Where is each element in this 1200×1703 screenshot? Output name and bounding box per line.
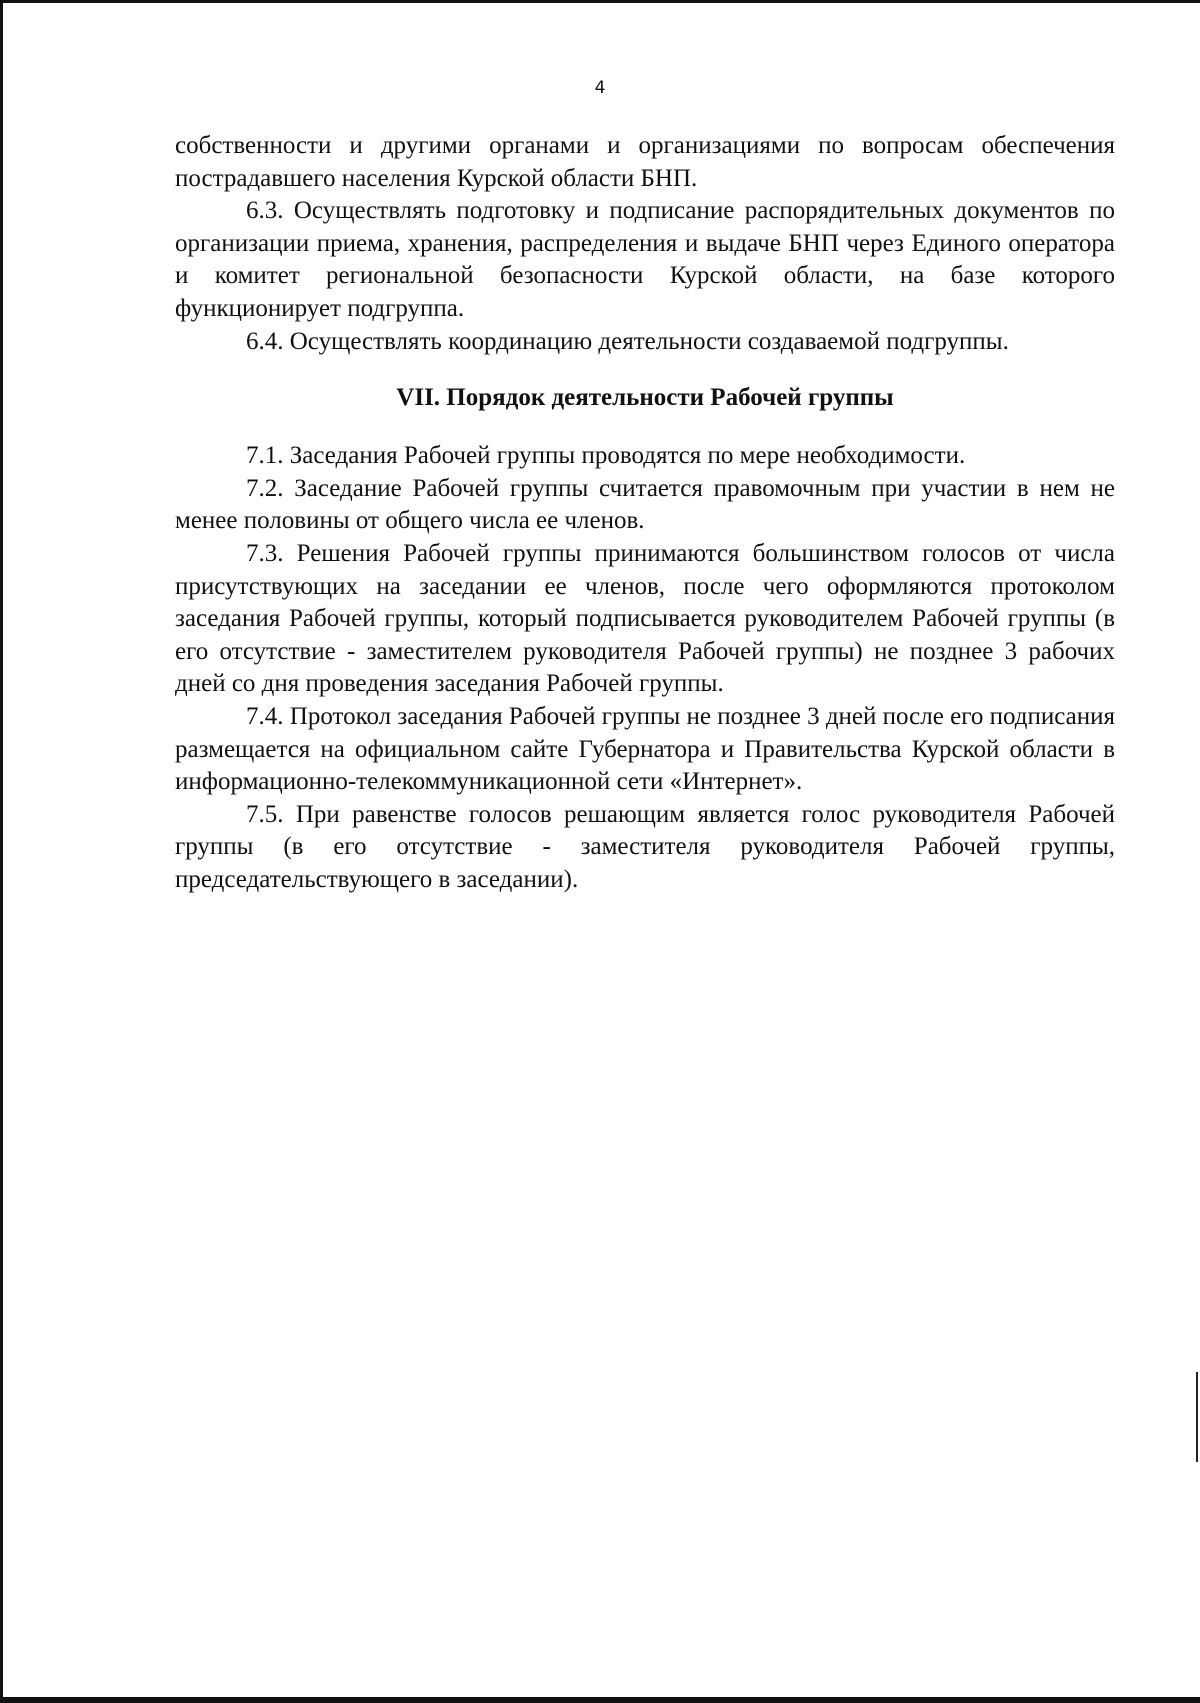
- paragraph-6-3: 6.3. Осуществлять подготовку и подписание распорядительных документов по организации приема, хранения, распределения и выдаче БНП через Единого оператора и комитет региональной безопасности Курской области, на базе которого функционирует подгруппа.: [175, 197, 1115, 322]
- scan-edge-right-mark: [1196, 1372, 1198, 1462]
- paragraph-7-5: 7.5. При равенстве голосов решающим является голос руководителя Рабочей группы (в его отсутствие - заместителя руководителя Рабочей группы, председательствующего в заседании).: [175, 800, 1115, 893]
- paragraph-6-4: 6.4. Осуществлять координацию деятельности создаваемой подгруппы.: [246, 327, 1009, 355]
- document-body: [175, 130, 1115, 896]
- paragraph-7-3: 7.3. Решения Рабочей группы принимаются большинством голосов от числа присутствующих на заседании ее членов, после чего оформляются протоколом заседания Рабочей группы, который подписывается руководителем Рабочей группы (в его отсутствие - заместителем руководителя Рабочей группы) не позднее 3 рабочих дней со дня проведения заседания Рабочей группы.: [175, 539, 1115, 698]
- paragraph-continuation: собственности и другими органами и организациями по вопросам обеспечения пострадавшего населения Курской области БНП.: [175, 132, 1115, 192]
- scan-edge-left: [0, 0, 3, 1703]
- scan-edge-bottom: [0, 1697, 1200, 1703]
- paragraph-7-4: 7.4. Протокол заседания Рабочей группы не позднее 3 дней после его подписания размещается на официальном сайте Губернатора и Правительства Курской области в информационно-телекоммуникационной сети «Интернет».: [175, 702, 1115, 796]
- paragraph-7-1: 7.1. Заседания Рабочей группы проводятся по мере необходимости.: [246, 442, 966, 470]
- paragraph-7-2: 7.2. Заседание Рабочей группы считается правомочным при участии в нем не менее половины от общего числа ее членов.: [175, 474, 1115, 535]
- scan-edge-top: [0, 0, 1200, 3]
- page-number: 4: [594, 78, 606, 98]
- section-heading: VII. Порядок деятельности Рабочей группы: [396, 384, 894, 412]
